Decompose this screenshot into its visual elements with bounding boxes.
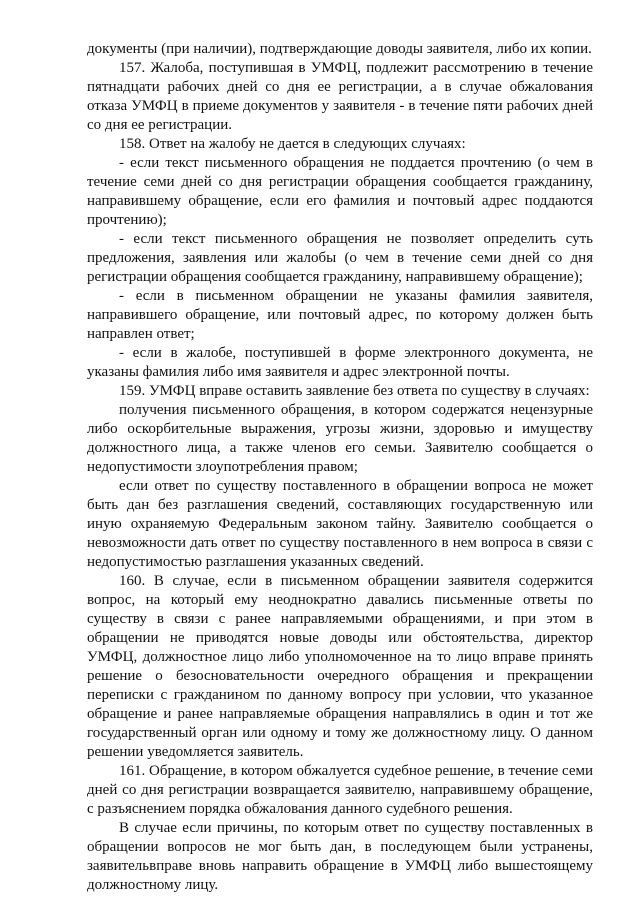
paragraph-continuation: документы (при наличии), подтверждающие доводы заявителя, либо их копии. bbox=[87, 41, 592, 57]
list-item-electronic-no-name: - если в жалобе, поступившей в форме электронного документа, не указаны фамилия либо имя заявителя и адрес электронной почты. bbox=[87, 345, 593, 380]
list-item-no-name-address: - если в письменном обращении не указаны фамилия заявителя, направившего обращение, или почтовый адрес, по которому должен быть направлен ответ; bbox=[87, 288, 593, 342]
paragraph-158: 158. Ответ на жалобу не дается в следующих случаях: bbox=[119, 136, 466, 152]
list-item-essence-undefined: - если текст письменного обращения не позволяет определить суть предложения, заявления или жалобы (о чем в течение семи дней со дня регистрации обращения сообщается гражданину, направившему обращение); bbox=[87, 231, 593, 285]
paragraph-obscene-content: получения письменного обращения, в котором содержатся нецензурные либо оскорбительные выражения, угрозы жизни, здоровью и имуществу должностного лица, а также членов его семьи. Заявителю сообщается о недопустимости злоупотребления правом; bbox=[87, 402, 593, 475]
paragraph-160: 160. В случае, если в письменном обращении заявителя содержится вопрос, на который ему неоднократно давались письменные ответы по существу в связи с ранее направляемыми обращениями, и при этом в обращении не приводятся новые доводы или обстоятельства, директор УМФЦ, должностное лицо либо уполномоченное на то лицо вправе принять решение о безосновательности очередного обращения и прекращении переписки с гражданином по данному вопросу при условии, что указанное обращение и ранее направляемые обращения направлялись в один и тот же государственный орган или одному и тому же должностному лицу. О данном решении уведомляется заявитель. bbox=[87, 573, 593, 760]
paragraph-resubmission: В случае если причины, по которым ответ по существу поставленных в обращении вопросов не мог быть дан, в последующем были устранены, заявительвправе вновь направить обращение в УМФЦ либо вышестоящему должностному лицу. bbox=[87, 820, 593, 893]
list-item-unreadable: - если текст письменного обращения не поддается прочтению (о чем в течение семи дней со дня регистрации обращения сообщается гражданину, направившему обращение, если его фамилия и почтовый адрес поддаются прочтению); bbox=[87, 155, 593, 228]
paragraph-157: 157. Жалоба, поступившая в УМФЦ, подлежит рассмотрению в течение пятнадцати рабочих дней со дня ее регистрации, а в случае обжалования отказа УМФЦ в приеме документов у заявителя - в течение пяти рабочих дней со дня ее регистрации. bbox=[87, 60, 593, 133]
paragraph-state-secret: если ответ по существу поставленного в обращении вопроса не может быть дан без разглашения сведений, составляющих государственную или иную охраняемую Федеральным законом тайну. Заявителю сообщается о невозможности дать ответ по существу поставленного в нем вопроса в связи с недопустимостью разглашения указанных сведений. bbox=[87, 478, 593, 570]
paragraph-159: 159. УМФЦ вправе оставить заявление без ответа по существу в случаях: bbox=[119, 383, 590, 399]
paragraph-161: 161. Обращение, в котором обжалуется судебное решение, в течение семи дней со дня регистрации возвращается заявителю, направившему обращение, с разъяснением порядка обжалования данного судебного решения. bbox=[87, 763, 593, 817]
